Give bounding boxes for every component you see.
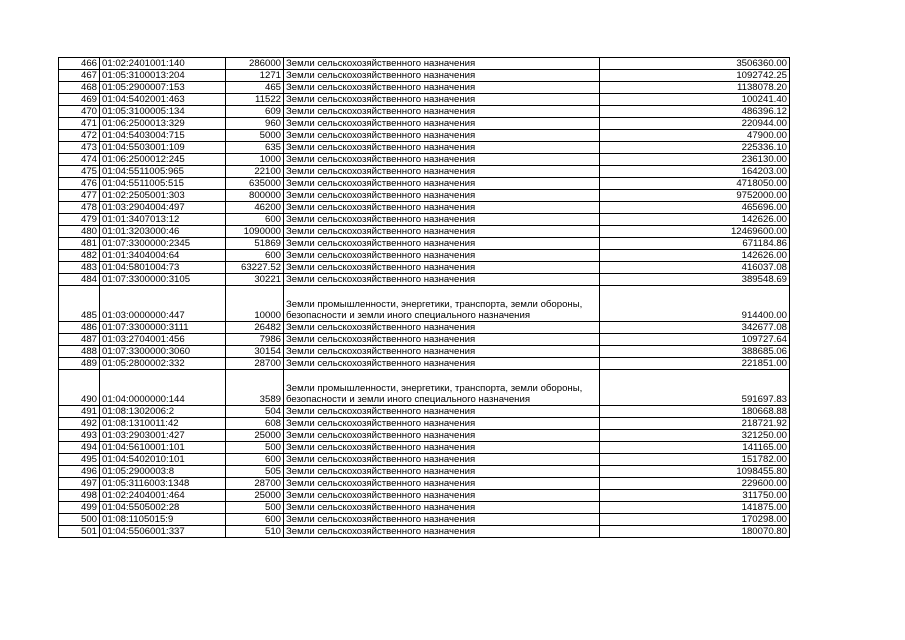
- area-cell: 600: [226, 214, 284, 226]
- cadastral-value-cell: 914400.00: [600, 286, 790, 322]
- table-row: [59, 406, 790, 418]
- area-cell: 25000: [226, 430, 284, 442]
- area-cell: 3589: [226, 370, 284, 406]
- cadastral-value-cell: 109727.64: [600, 334, 790, 346]
- table-row: [59, 322, 790, 334]
- cadastral-value-cell: 12469600.00: [600, 226, 790, 238]
- land-category-cell: Земли сельскохозяйственного назначения: [284, 334, 600, 346]
- land-category-cell: Земли сельскохозяйственного назначения: [284, 466, 600, 478]
- land-category-cell: Земли сельскохозяйственного назначения: [284, 106, 600, 118]
- row-number-cell: 467: [59, 70, 100, 82]
- row-number-cell: 479: [59, 214, 100, 226]
- land-category-cell: Земли сельскохозяйственного назначения: [284, 490, 600, 502]
- row-number-cell: 493: [59, 430, 100, 442]
- cadastral-number-cell: 01:04:5402010:101: [100, 454, 226, 466]
- area-cell: 500: [226, 442, 284, 454]
- land-category-cell: Земли сельскохозяйственного назначения: [284, 406, 600, 418]
- area-cell: 800000: [226, 190, 284, 202]
- area-cell: 1090000: [226, 226, 284, 238]
- table-row: [59, 454, 790, 466]
- cadastral-value-cell: 388685.06: [600, 346, 790, 358]
- cadastral-number-cell: 01:04:5506001:337: [100, 526, 226, 538]
- area-cell: 22100: [226, 166, 284, 178]
- cadastral-number-cell: 01:04:5610001:101: [100, 442, 226, 454]
- table-row: [59, 118, 790, 130]
- cadastral-number-cell: 01:07:3300000:3060: [100, 346, 226, 358]
- cadastral-number-cell: 01:04:5505002:28: [100, 502, 226, 514]
- row-number-cell: 475: [59, 166, 100, 178]
- table-row: [59, 418, 790, 430]
- table-row: [59, 274, 790, 286]
- table-row: [59, 154, 790, 166]
- row-number-cell: 497: [59, 478, 100, 490]
- cadastral-value-cell: 591697.83: [600, 370, 790, 406]
- area-cell: 26482: [226, 322, 284, 334]
- row-number-cell: 470: [59, 106, 100, 118]
- table-row: [59, 166, 790, 178]
- cadastral-value-cell: 4718050.00: [600, 178, 790, 190]
- table-row: [59, 490, 790, 502]
- cadastral-number-cell: 01:06:2500013:329: [100, 118, 226, 130]
- land-category-cell: Земли сельскохозяйственного назначения: [284, 514, 600, 526]
- row-number-cell: 500: [59, 514, 100, 526]
- table-row: [59, 238, 790, 250]
- land-category-cell: Земли сельскохозяйственного назначения: [284, 130, 600, 142]
- area-cell: 286000: [226, 58, 284, 70]
- area-cell: 504: [226, 406, 284, 418]
- table-row: [59, 178, 790, 190]
- table-row: [59, 94, 790, 106]
- land-category-cell: Земли сельскохозяйственного назначения: [284, 238, 600, 250]
- land-category-cell: Земли сельскохозяйственного назначения: [284, 142, 600, 154]
- land-category-cell: Земли сельскохозяйственного назначения: [284, 226, 600, 238]
- cadastral-value-cell: 142626.00: [600, 214, 790, 226]
- land-category-cell: Земли сельскохозяйственного назначения: [284, 250, 600, 262]
- row-number-cell: 482: [59, 250, 100, 262]
- cadastral-number-cell: 01:01:3203000:46: [100, 226, 226, 238]
- cadastral-value-cell: 221851.00: [600, 358, 790, 370]
- row-number-cell: 469: [59, 94, 100, 106]
- area-cell: 30221: [226, 274, 284, 286]
- land-category-cell: Земли сельскохозяйственного назначения: [284, 430, 600, 442]
- cadastral-value-cell: 141875.00: [600, 502, 790, 514]
- land-category-cell: Земли сельскохозяйственного назначения: [284, 418, 600, 430]
- land-category-cell: Земли сельскохозяйственного назначения: [284, 118, 600, 130]
- table-row: [59, 250, 790, 262]
- cadastral-number-cell: 01:04:5511005:965: [100, 166, 226, 178]
- cadastral-number-cell: 01:05:2900003:8: [100, 466, 226, 478]
- land-category-cell: Земли сельскохозяйственного назначения: [284, 94, 600, 106]
- cadastral-value-cell: 170298.00: [600, 514, 790, 526]
- area-cell: 600: [226, 514, 284, 526]
- area-cell: 600: [226, 250, 284, 262]
- cadastral-value-cell: 465696.00: [600, 202, 790, 214]
- row-number-cell: 472: [59, 130, 100, 142]
- row-number-cell: 490: [59, 370, 100, 406]
- cadastral-number-cell: 01:08:1310011:42: [100, 418, 226, 430]
- cadastral-value-cell: 164203.00: [600, 166, 790, 178]
- table-row: [59, 466, 790, 478]
- cadastral-number-cell: 01:04:5503001:109: [100, 142, 226, 154]
- cadastral-number-cell: 01:01:3407013:12: [100, 214, 226, 226]
- row-number-cell: 487: [59, 334, 100, 346]
- area-cell: 7986: [226, 334, 284, 346]
- cadastral-number-cell: 01:05:3100013:204: [100, 70, 226, 82]
- cadastral-value-cell: 236130.00: [600, 154, 790, 166]
- land-category-cell: Земли сельскохозяйственного назначения: [284, 214, 600, 226]
- cadastral-value-cell: 47900.00: [600, 130, 790, 142]
- row-number-cell: 468: [59, 82, 100, 94]
- table-row: [59, 202, 790, 214]
- table-row: [59, 514, 790, 526]
- table-row: [59, 358, 790, 370]
- area-cell: 600: [226, 454, 284, 466]
- table-row: [59, 226, 790, 238]
- area-cell: 5000: [226, 130, 284, 142]
- table-row: [59, 70, 790, 82]
- area-cell: 960: [226, 118, 284, 130]
- cadastral-value-cell: 671184.86: [600, 238, 790, 250]
- area-cell: 510: [226, 526, 284, 538]
- row-number-cell: 491: [59, 406, 100, 418]
- land-category-cell: Земли сельскохозяйственного назначения: [284, 202, 600, 214]
- area-cell: 10000: [226, 286, 284, 322]
- table-row: [59, 526, 790, 538]
- area-cell: 500: [226, 502, 284, 514]
- area-cell: 28700: [226, 478, 284, 490]
- cadastral-value-cell: 225336.10: [600, 142, 790, 154]
- table-row: [59, 130, 790, 142]
- cadastral-number-cell: 01:05:3116003:1348: [100, 478, 226, 490]
- table-row: [59, 142, 790, 154]
- row-number-cell: 474: [59, 154, 100, 166]
- area-cell: 465: [226, 82, 284, 94]
- table-row: [59, 286, 790, 322]
- row-number-cell: 499: [59, 502, 100, 514]
- land-category-cell: Земли сельскохозяйственного назначения: [284, 358, 600, 370]
- area-cell: 608: [226, 418, 284, 430]
- cadastral-number-cell: 01:07:3300000:3111: [100, 322, 226, 334]
- cadastral-number-cell: 01:04:5402001:463: [100, 94, 226, 106]
- cadastral-value-cell: 1098455.80: [600, 466, 790, 478]
- cadastral-value-cell: 342677.08: [600, 322, 790, 334]
- area-cell: 1000: [226, 154, 284, 166]
- cadastral-number-cell: 01:04:5801004:73: [100, 262, 226, 274]
- cadastral-number-cell: 01:08:1105015:9: [100, 514, 226, 526]
- cadastral-number-cell: 01:08:1302006:2: [100, 406, 226, 418]
- row-number-cell: 501: [59, 526, 100, 538]
- cadastral-number-cell: 01:07:3300000:3105: [100, 274, 226, 286]
- land-category-cell: Земли сельскохозяйственного назначения: [284, 478, 600, 490]
- row-number-cell: 486: [59, 322, 100, 334]
- cadastral-number-cell: 01:05:2900007:153: [100, 82, 226, 94]
- area-cell: 609: [226, 106, 284, 118]
- row-number-cell: 489: [59, 358, 100, 370]
- cadastral-number-cell: 01:04:5403004:715: [100, 130, 226, 142]
- land-category-cell: Земли сельскохозяйственного назначения: [284, 82, 600, 94]
- cadastral-number-cell: 01:03:0000000:447: [100, 286, 226, 322]
- table-row: [59, 58, 790, 70]
- land-category-cell: Земли промышленности, энергетики, транспорта, земли обороны, безопасности и земли иного специального назначения: [284, 286, 600, 322]
- land-category-cell: Земли сельскохозяйственного назначения: [284, 454, 600, 466]
- land-category-cell: Земли промышленности, энергетики, транспорта, земли обороны, безопасности и земли иного специального назначения: [284, 370, 600, 406]
- table-row: [59, 82, 790, 94]
- table-row: [59, 190, 790, 202]
- table-row: [59, 430, 790, 442]
- cadastral-value-cell: 9752000.00: [600, 190, 790, 202]
- table-row: [59, 346, 790, 358]
- row-number-cell: 488: [59, 346, 100, 358]
- cadastral-value-cell: 142626.00: [600, 250, 790, 262]
- cadastral-number-cell: 01:03:2904004:497: [100, 202, 226, 214]
- table-row: [59, 262, 790, 274]
- row-number-cell: 478: [59, 202, 100, 214]
- area-cell: 11522: [226, 94, 284, 106]
- cadastral-value-cell: 229600.00: [600, 478, 790, 490]
- cadastral-number-cell: 01:03:2903001:427: [100, 430, 226, 442]
- land-category-cell: Земли сельскохозяйственного назначения: [284, 274, 600, 286]
- row-number-cell: 483: [59, 262, 100, 274]
- row-number-cell: 496: [59, 466, 100, 478]
- cadastral-value-cell: 311750.00: [600, 490, 790, 502]
- cadastral-value-cell: 100241.40: [600, 94, 790, 106]
- row-number-cell: 473: [59, 142, 100, 154]
- cadastral-value-cell: 3506360.00: [600, 58, 790, 70]
- land-category-cell: Земли сельскохозяйственного назначения: [284, 322, 600, 334]
- table-row: [59, 106, 790, 118]
- row-number-cell: 484: [59, 274, 100, 286]
- land-category-cell: Земли сельскохозяйственного назначения: [284, 526, 600, 538]
- area-cell: 63227.52: [226, 262, 284, 274]
- table-body: [59, 58, 790, 538]
- area-cell: 505: [226, 466, 284, 478]
- land-parcels-table: [58, 57, 790, 538]
- row-number-cell: 480: [59, 226, 100, 238]
- row-number-cell: 466: [59, 58, 100, 70]
- cadastral-value-cell: 220944.00: [600, 118, 790, 130]
- row-number-cell: 485: [59, 286, 100, 322]
- table-row: [59, 334, 790, 346]
- cadastral-value-cell: 486396.12: [600, 106, 790, 118]
- cadastral-number-cell: 01:03:2704001:456: [100, 334, 226, 346]
- area-cell: 25000: [226, 490, 284, 502]
- cadastral-value-cell: 416037.08: [600, 262, 790, 274]
- land-category-cell: Земли сельскохозяйственного назначения: [284, 190, 600, 202]
- land-category-cell: Земли сельскохозяйственного назначения: [284, 262, 600, 274]
- cadastral-number-cell: 01:05:2800002:332: [100, 358, 226, 370]
- cadastral-value-cell: 321250.00: [600, 430, 790, 442]
- cadastral-value-cell: 180668.88: [600, 406, 790, 418]
- table-row: [59, 370, 790, 406]
- land-category-cell: Земли сельскохозяйственного назначения: [284, 502, 600, 514]
- table-row: [59, 478, 790, 490]
- row-number-cell: 498: [59, 490, 100, 502]
- table-row: [59, 502, 790, 514]
- cadastral-value-cell: 180070.80: [600, 526, 790, 538]
- row-number-cell: 495: [59, 454, 100, 466]
- cadastral-number-cell: 01:02:2401001:140: [100, 58, 226, 70]
- land-category-cell: Земли сельскохозяйственного назначения: [284, 154, 600, 166]
- cadastral-value-cell: 389548.69: [600, 274, 790, 286]
- cadastral-number-cell: 01:04:5511005:515: [100, 178, 226, 190]
- area-cell: 28700: [226, 358, 284, 370]
- row-number-cell: 476: [59, 178, 100, 190]
- cadastral-value-cell: 218721.92: [600, 418, 790, 430]
- table-row: [59, 214, 790, 226]
- cadastral-value-cell: 1092742.25: [600, 70, 790, 82]
- area-cell: 30154: [226, 346, 284, 358]
- cadastral-number-cell: 01:07:3300000:2345: [100, 238, 226, 250]
- land-category-cell: Земли сельскохозяйственного назначения: [284, 70, 600, 82]
- cadastral-number-cell: 01:06:2500012:245: [100, 154, 226, 166]
- row-number-cell: 494: [59, 442, 100, 454]
- cadastral-number-cell: 01:01:3404004:64: [100, 250, 226, 262]
- land-category-cell: Земли сельскохозяйственного назначения: [284, 178, 600, 190]
- row-number-cell: 477: [59, 190, 100, 202]
- area-cell: 46200: [226, 202, 284, 214]
- land-category-cell: Земли сельскохозяйственного назначения: [284, 58, 600, 70]
- area-cell: 635: [226, 142, 284, 154]
- row-number-cell: 492: [59, 418, 100, 430]
- area-cell: 1271: [226, 70, 284, 82]
- cadastral-number-cell: 01:02:2505001:303: [100, 190, 226, 202]
- land-category-cell: Земли сельскохозяйственного назначения: [284, 442, 600, 454]
- cadastral-value-cell: 1138078.20: [600, 82, 790, 94]
- land-category-cell: Земли сельскохозяйственного назначения: [284, 166, 600, 178]
- cadastral-number-cell: 01:04:0000000:144: [100, 370, 226, 406]
- cadastral-value-cell: 141165.00: [600, 442, 790, 454]
- land-category-cell: Земли сельскохозяйственного назначения: [284, 346, 600, 358]
- row-number-cell: 471: [59, 118, 100, 130]
- cadastral-value-cell: 151782.00: [600, 454, 790, 466]
- cadastral-number-cell: 01:02:2404001:464: [100, 490, 226, 502]
- row-number-cell: 481: [59, 238, 100, 250]
- area-cell: 635000: [226, 178, 284, 190]
- table-row: [59, 442, 790, 454]
- area-cell: 51869: [226, 238, 284, 250]
- cadastral-number-cell: 01:05:3100005:134: [100, 106, 226, 118]
